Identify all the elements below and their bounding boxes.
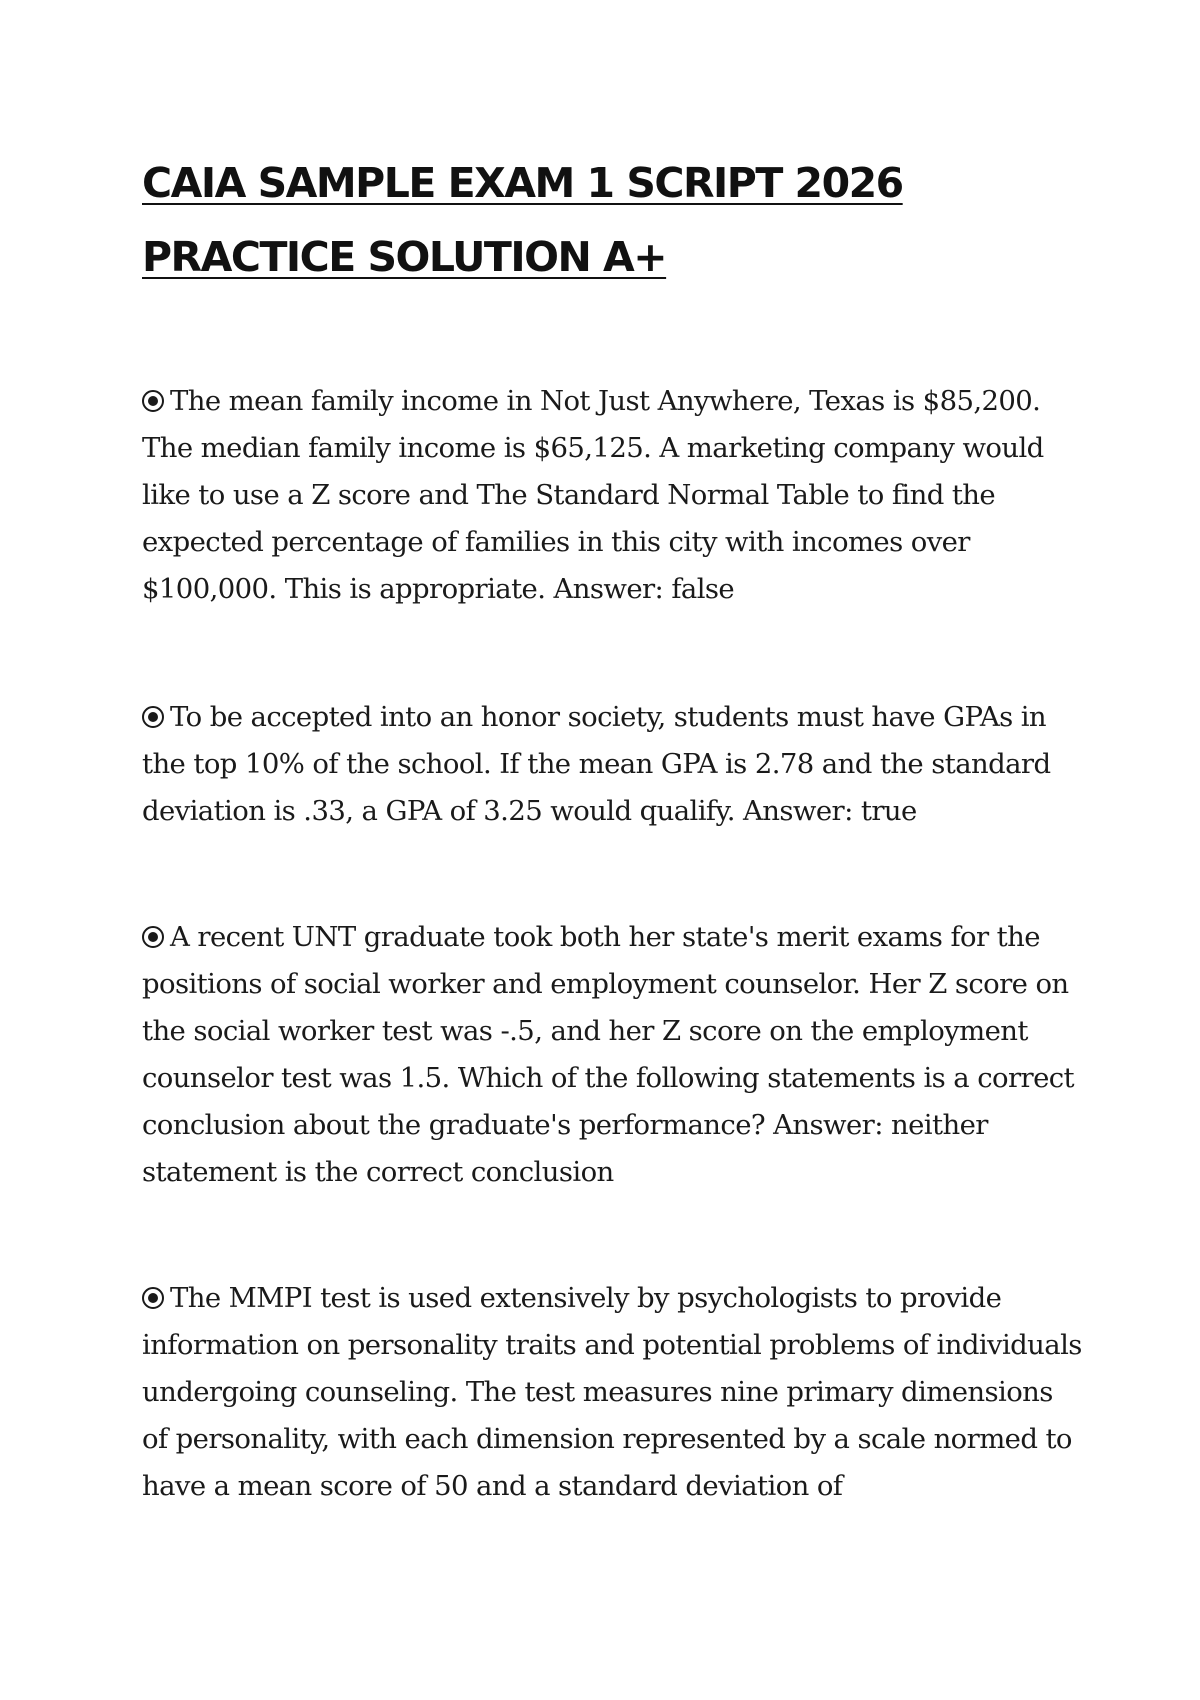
radio-bullet-icon — [142, 1287, 164, 1309]
question-item — [142, 1275, 1082, 1510]
document-title: CAIA SAMPLE EXAM 1 SCRIPT 2026 PRACTICE SOLUTION A+ — [142, 159, 903, 281]
question-text: To be accepted into an honor society, students must have GPAs in the top 10% of the school. If the mean GPA is 2.78 and the standard deviation is .33, a GPA of 3.25 would qualify. Answer: true — [142, 701, 1051, 827]
question-text: The mean family income in Not Just Anywhere, Texas is $85,200. The median family income is $65,125. A marketing company would like to use a Z score and The Standard Normal Table to find the expected percentage of families in this city with incomes over $100,000. This is appropriate. Answer: false — [142, 385, 1044, 605]
question-text: The MMPI test is used extensively by psychologists to provide information on personality traits and potential problems of individuals undergoing counseling. The test measures nine primary dimensions of personality, with each dimension represented by a scale normed to have a mean score of 50 and a standard deviation of — [142, 1282, 1082, 1502]
radio-bullet-icon — [142, 390, 164, 412]
question-text: A recent UNT graduate took both her state's merit exams for the positions of social worker and employment counselor. Her Z score on the social worker test was -.5, and her Z score on the employment counselor test was 1.5. Which of the following statements is a correct conclusion about the graduate's performance? Answer: neither statement is the correct conclusion — [142, 921, 1075, 1188]
question-item — [142, 914, 1082, 1196]
question-item — [142, 694, 1082, 835]
radio-bullet-icon — [142, 706, 164, 728]
question-item — [142, 378, 1082, 613]
radio-bullet-icon — [142, 926, 164, 948]
